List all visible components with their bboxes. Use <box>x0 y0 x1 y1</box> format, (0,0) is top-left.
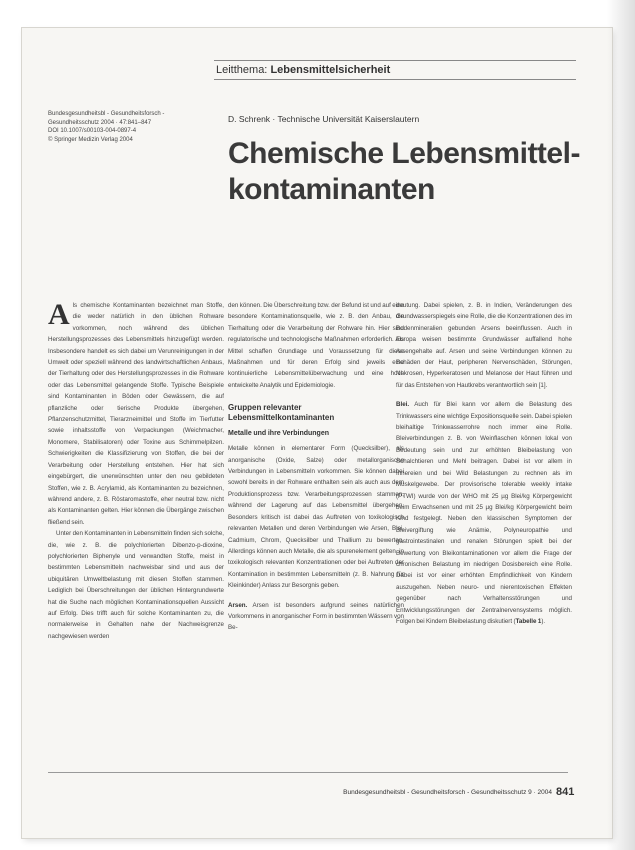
runin-heading: Arsen. <box>228 601 248 609</box>
biblio-line: DOI 10.1007/s00103-004-0897-4 <box>48 128 137 134</box>
table-reference-link[interactable]: Tabelle 1 <box>515 617 542 625</box>
paragraph: Metalle können in elementarer Form (Quecksilber), als anorganische (Oxide, Salze) oder metallorganische Verbindungen in Lebensmitteln vorkommen. Sie können dabei sowohl bereits in der Rohware enthalten sein als auch aus dem Produktionsprozess bzw. Verarbeitungsprozessen stammen, während der Lagerung auf das Lebensmittel übergehen. Besonders kritisch ist dabei das Auftreten von toxikologisch relevanten Metallen und deren Verbindungen wie Arsen, Blei, Cadmium, Chrom, Quecksilber und Thallium zu bewerten. Allerdings können auch Metalle, die als spurenelement gelten, in toxikologisch relevanten Konzentrationen oder bei Auftreten der Kontamination in bestimmten Lebensmitteln (z. B. Nahrung für Kleinkinder) Anlass zur Besorgnis geben. <box>228 445 404 590</box>
text-column-2 <box>228 300 404 634</box>
heading-line: Gruppen relevanter <box>228 403 302 413</box>
title-line-1: Chemische Lebensmittel- <box>228 137 580 170</box>
biblio-line: Gesundheitsschutz 2004 · 47:841–847 <box>48 119 152 126</box>
section-heading <box>228 403 404 423</box>
footer-divider <box>48 772 568 773</box>
paragraph-text: ls chemische Kontaminanten bezeichnet man Stoffe, die weder natürlich in den üblichen Rohware vorkommen, noch während des üblichen Herstellungsprozesses des Lebensmittels hinzugefügt werden. Insbesondere handelt es sich dabei um Verunreinigungen in der Umwelt oder speziell während des landwirtschaftlichen Anbaus, der Tierhaltung oder des Herstellungsprozesses in die Rohware oder das Lebensmittel gelangende Stoffe. Typische Beispiele sind Kontaminanten in Böden oder Gewässern, die auf pflanzliche oder tierische Produkte übergehen, Pflanzenschutzmittel, Tierarzneimittel und Stoffe im Tierfutter sowie inhaltsstoffe von Verpackungen (Weichmacher, Monomere, Stabilisatoren) oder Toxine aus Schimmelpilzen. Schwierigkeiten die Klassifizierung von Stoffen, die bei der Verarbeitung oder Herstellung entstehen. Hier hat sich eingebürgert, die unerwünschten unter den neu gebildeten Stoffen, wie z. B. Acrylamid, als Kontaminanten zu bezeichnen, während andere, z. B. Röstaromastoffe, eher neutral bzw. nicht als Kontaminanten gelten. Hier können die Übergänge zwischen fließend sein. <box>48 302 224 526</box>
biblio-line: © Springer Medizin Verlag 2004 <box>48 136 133 143</box>
page-number: 841 <box>556 786 575 798</box>
paragraph-text: Auch für Blei kann vor allem die Belastung des Trinkwassers eine wichtige Expositionsquelle sein. Dabei spielen bleihaltige Trinkwasserrohre noch immer eine Rolle. Bleiverbindungen z. B. von Weinflaschen können lokal von Bedeutung sein und zur erhöhten Bleibelastung von Schalchtieren und Mehl beitragen. Dabei ist vor allem in Innereien und bei Wild Belastungen zu rechnen als im Muskelgewebe. Der provisorische tolerable weekly intake (PTWI) wurde von der WHO mit 25 µg Blei/kg Körpergewicht beim Erwachsenen und mit 25 µg Blei/kg Körpergewicht beim Kind festgelegt. Neben den klassischen Symptomen der Bleivergiftung wie Anämie, Polyneuropathie und gastrointestinalen und renalen Störungen spielt bei der Bewertung von Bleikontaminationen vor allem die Frage der chronischen Belastung im niedrigen Dosisbereich eine Rolle. Dabei ist vor einer erhöhten Empfindlichkeit von Kindern auszugehen. Neben neuro- und nierentoxischen Effekten gegenüber nach Verhaltensstörungen und Entwicklungsstörungen der Zentralnervensystems möglich. Folgen bei Kindern Bleibelastung diskutiert ( <box>396 401 573 625</box>
heading-line: Lebensmittelkontaminanten <box>228 413 335 423</box>
footer-journal: Bundesgesundheitsbl - Gesundheitsforsch - Gesundheitsschutz 9 · 2004 <box>343 789 552 796</box>
biblio-line: Bundesgesundheitsbl - Gesundheitsforsch - <box>48 111 165 117</box>
paragraph <box>48 300 224 528</box>
article-title <box>228 136 588 208</box>
text-column-1 <box>48 300 224 642</box>
paragraph: den können. Die Überschreitung bzw. der Befund ist und auf eine besondere Kontaminationsquelle, wie z. B. den Anbau, die Tierhaltung oder die Verarbeitung der Rohware hin. Hier sind regulatorische und technologische Maßnahmen erforderlich. Als Mittel schaffen Grundlage und Voraussetzung für diese Maßnahmen und für deren Erfolg sind jeweils eine kontinuierliche Lebensmittelüberwachung und eine hoch entwickelte Analytik und Epidemiologie. <box>228 302 404 389</box>
section-header-prefix: Leitthema: <box>216 64 268 76</box>
paragraph: deutung. Dabei spielen, z. B. in Indien, Veränderungen des Grundwasserspiegels eine Rolle, die die Konzentrationen des im Bodenmineralien gebunden Arsens beeinflussen. Auch in Europa weisen bestimmte Grundwässer auffallend hohe Arsengehalte auf. Arsen und seine Verbindungen können zu Schäden der Haut, peripheren Nervenschäden, Störungen, Nekrosen, Hyperkeratosen und Melanose der Haut führen und für das Entstehen von Hautkrebs verantwortlich sein [1]. <box>396 302 572 389</box>
subsection-heading: Metalle und ihre Verbindungen <box>228 430 329 438</box>
runin-heading: Blei. <box>396 401 410 409</box>
paragraph <box>396 399 572 627</box>
paragraph <box>228 600 404 634</box>
scan-edge-shadow <box>607 0 635 850</box>
section-header-topic: Lebensmittelsicherheit <box>270 64 391 76</box>
author-line: D. Schrenk · Technische Universität Kaiserslautern <box>228 114 420 124</box>
title-line-2: kontaminanten <box>228 173 435 206</box>
section-header <box>214 60 576 80</box>
paragraph: Unter den Kontaminanten in Lebensmitteln finden sich solche, die, wie z. B. die polychlorierten Dibenzo-p-dioxine, polychlorierten Biphenyle und verwandten Stoffe, meist in bestimmten Lebensmitteln nachweisbar sind und aus der ubiquitären Umweltbelastung mit diesen Stoffen stammen. Lediglich bei Überschreitungen der üblichen Hintergrundwerte hat die Suche nach möglichen Kontaminationsquellen Aussicht auf Erfolg. Dies trifft auch für solche Kontaminanten zu, die normalerweise in Gehalten nahe der Nachweisgrenze nachgewiesen werden <box>48 530 224 640</box>
bibliographic-info <box>48 110 188 144</box>
paragraph-text: ). <box>541 617 546 625</box>
paragraph-text: Arsen ist besonders aufgrund seines natürlichen Vorkommens in anorganischer Form in bestimmten Wässern von Be- <box>228 601 404 632</box>
drop-cap: A <box>48 298 70 331</box>
text-column-3 <box>396 300 572 627</box>
